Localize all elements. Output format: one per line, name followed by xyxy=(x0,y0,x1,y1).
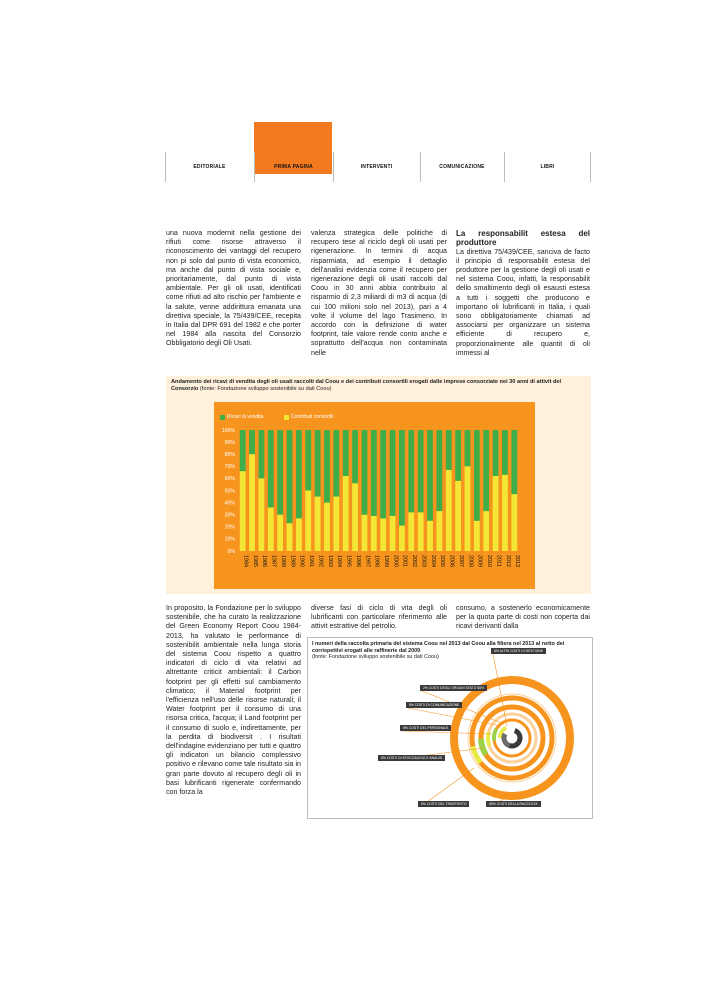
bar-contributi xyxy=(296,518,302,551)
bar-ricavi xyxy=(315,430,321,497)
bar-ricavi xyxy=(418,430,424,512)
y-tick-label: 0% xyxy=(227,548,235,555)
bar-contributi xyxy=(474,521,480,551)
x-tick-label: 2012 xyxy=(504,555,511,567)
bar-ricavi xyxy=(446,430,452,470)
x-tick-label: 1990 xyxy=(298,555,305,567)
x-tick-label: 1993 xyxy=(326,555,333,567)
bar-contributi xyxy=(362,515,368,551)
x-tick-label: 1984 xyxy=(242,555,249,567)
x-tick-label: 2001 xyxy=(401,555,408,567)
bar-contributi xyxy=(324,503,330,551)
radial-label: 6% COSTI DEL TRASPORTO xyxy=(418,801,469,807)
bar-contributi xyxy=(502,475,508,551)
bar-contributi xyxy=(268,507,274,551)
bar-contributi xyxy=(240,471,246,551)
y-tick-label: 10% xyxy=(224,536,235,543)
bar-ricavi xyxy=(324,430,330,503)
bar-contributi xyxy=(436,511,442,551)
tab-comunicazione[interactable]: COMUNICAZIONE xyxy=(439,164,485,170)
x-tick-label: 2013 xyxy=(514,555,521,567)
bar-ricavi xyxy=(427,430,433,521)
x-tick-label: 2000 xyxy=(392,555,399,567)
article-column-6 xyxy=(456,604,590,632)
section-heading: La responsabilit estesa del produttore xyxy=(456,229,590,248)
article-column-1 xyxy=(166,229,301,349)
x-tick-label: 2007 xyxy=(457,555,464,567)
x-tick-label: 1987 xyxy=(270,555,277,567)
bar-contributi xyxy=(371,516,377,551)
bar-ricavi xyxy=(436,430,442,511)
bar-ricavi xyxy=(474,430,480,521)
tab-interventi[interactable]: INTERVENTI xyxy=(360,164,393,170)
y-tick-label: 40% xyxy=(224,500,235,507)
bar-ricavi xyxy=(511,430,517,494)
legend-label: Contributi consortili xyxy=(291,414,334,420)
x-tick-label: 1997 xyxy=(364,555,371,567)
bar-ricavi xyxy=(296,430,302,518)
x-tick-label: 1988 xyxy=(279,555,286,567)
bar-contributi xyxy=(352,483,358,551)
bar-ricavi xyxy=(343,430,349,476)
radial-label: 8% COSTI DI STOCCAGGIO E ANALISI xyxy=(378,755,445,761)
x-tick-label: 1999 xyxy=(382,555,389,567)
bar-contributi xyxy=(455,481,461,551)
article-column-4 xyxy=(166,604,301,797)
bar-contributi xyxy=(249,454,255,551)
x-tick-label: 1989 xyxy=(289,555,296,567)
x-tick-label: 1998 xyxy=(373,555,380,567)
bar-chart-plot xyxy=(214,402,535,589)
nav-divider xyxy=(590,152,591,182)
bar-contributi xyxy=(399,526,405,551)
paragraph: La direttiva 75/439/CEE, sanciva de facto il principio di responsabilit estesa del produttore per la gestione degli oli usati e nel sistema Coou, infatti, la responsabilit dello smaltimento degli oli esausti estesa a tutti i soggetti che producono e importano oli lubrificanti in Italia, i quali sono obbligatoriamente chiamati ad associarsi per organizzare un sistema efficiente di recupero e, proporzionalmente alle quantit di oli immessi al xyxy=(456,247,590,357)
x-tick-label: 1985 xyxy=(251,555,258,567)
x-tick-label: 2010 xyxy=(486,555,493,567)
bar-ricavi xyxy=(371,430,377,516)
x-tick-label: 1986 xyxy=(261,555,268,567)
bar-contributi xyxy=(427,521,433,551)
bar-contributi xyxy=(305,491,311,552)
x-tick-label: 2011 xyxy=(495,555,502,567)
bar-ricavi xyxy=(240,430,246,471)
leader-line xyxy=(493,654,507,726)
bar-ricavi xyxy=(305,430,311,491)
bar-ricavi xyxy=(287,430,293,523)
x-tick-label: 1994 xyxy=(336,555,343,567)
x-tick-label: 1992 xyxy=(317,555,324,567)
ring-stoccaggio xyxy=(481,707,543,769)
radial-label: 6% ALTRI COSTI DI GESTIONE xyxy=(491,648,546,654)
x-tick-label: 2003 xyxy=(420,555,427,567)
bar-ricavi xyxy=(277,430,283,515)
bar-ricavi xyxy=(502,430,508,475)
article-column-3 xyxy=(456,229,590,358)
bar-ricavi xyxy=(249,430,255,454)
radial-title-main: I numeri della raccolta primaria del sistema Coou nel 2013 dal Coou alla filiera nel 2013 al netto dei corrispettivi erogati alle raffinerie dal 2009 xyxy=(312,641,565,654)
bar-ricavi xyxy=(390,430,396,516)
x-tick-label: 2005 xyxy=(439,555,446,567)
bar-contributi xyxy=(259,478,265,551)
bar-ricavi xyxy=(399,430,405,526)
bar-contributi xyxy=(315,497,321,551)
legend-label: Ricavi di vendita xyxy=(227,414,264,420)
bar-contributi xyxy=(380,518,386,551)
radial-chart-source: (fonte: Fondazione sviluppo sostenibile su dati Coou) xyxy=(312,654,439,661)
bar-ricavi xyxy=(493,430,499,476)
core-organi xyxy=(504,734,509,746)
paragraph: In proposito, la Fondazione per lo sviluppo sostenibile, che ha curato la realizzazione del Green Economy Report Coou 1984-2013, ha valutato le performance di sostenibilit ambientale nella lunga storia del sistema Coou rispetto a quattro indicatori di ciclo di vita relativi ad altrettante criticit ambientali: il Carbon footprint per gli effetti sul cambiamento climatico; il Material footprint per l'efficienza nell'uso delle risorse naturali; il Water footprint per il consumo di una risorsa critica, l'acqua; il Land footprint per il consumo di suolo e, indirettamente, per la perdita di biodiversit . I risultati dell'indagine evidenziano per tutti e quattro gli indicatori un bilancio complessivo positivo e rilevano come tale risultato sia in gran parte dovuto al recupero degli oli in basi lubrificanti rigenerate confermando con forza la xyxy=(166,604,301,797)
bar-ricavi xyxy=(333,430,339,497)
wedge-accent xyxy=(481,739,486,754)
bar-contributi xyxy=(390,516,396,551)
y-tick-label: 30% xyxy=(224,512,235,519)
y-tick-label: 90% xyxy=(224,439,235,446)
article-column-2 xyxy=(311,229,447,358)
bar-ricavi xyxy=(455,430,461,481)
bar-contributi xyxy=(465,466,471,551)
bar-chart-box xyxy=(166,376,591,594)
y-tick-label: 80% xyxy=(224,452,235,458)
paragraph: consumo, a sostenerlo economicamente per la quota parte di costi non coperta dai ricavi derivanti dalla xyxy=(456,604,590,631)
article-column-5 xyxy=(311,604,447,632)
bar-ricavi xyxy=(259,430,265,478)
bar-ricavi xyxy=(362,430,368,515)
paragraph: diverse fasi di ciclo di vita degli oli lubrificanti con particolare riferimento alle attivit estrattive del petrolio. xyxy=(311,604,447,631)
bar-contributi xyxy=(446,470,452,551)
x-tick-label: 2006 xyxy=(448,555,455,567)
core-altri-costi xyxy=(509,730,520,746)
x-tick-label: 2002 xyxy=(411,555,418,567)
tab-prima-pagina[interactable]: PRIMA PAGINA xyxy=(274,164,313,170)
chart-title-main: Andamento dei ricavi di vendita degli oli usati raccolti dal Coou e dei contributi consortili erogati dalle imprese consorziate nei 30 anni di attivit del Consorzio xyxy=(171,379,562,393)
y-tick-label: 70% xyxy=(224,464,235,471)
paragraph: una nuova modernit nella gestione dei rifiuti come risorse attraverso il riconoscimento dei vantaggi del recupero non pi solo dal punto di vista economico, ma anche dal punto di vista sociale e, prioritariamente, dal punto di vista ambientale. Per gli oli usati, identificati come rifiuti ad alto rischio per l'ambiente e la salute, venne addirittura emanata una direttiva speciale, la 75/439/CEE, recepita in Italia dal DPR 691 del 1982 e che porter nel 1984 alla nascita del Consorzio Obbligatorio degli Oli Usati. xyxy=(166,229,301,348)
radial-label: 65% COSTI DELLA RACCOLTA xyxy=(486,801,541,807)
x-tick-label: 1995 xyxy=(345,555,352,567)
bar-ricavi xyxy=(352,430,358,483)
bar-ricavi xyxy=(483,430,489,511)
bar-contributi xyxy=(493,476,499,551)
chart-panel xyxy=(214,402,535,589)
bar-contributi xyxy=(418,512,424,551)
x-tick-label: 1991 xyxy=(308,555,315,567)
bar-ricavi xyxy=(268,430,274,507)
x-tick-label: 2009 xyxy=(476,555,483,567)
radial-label: 5% COSTI DEL PERSONALE xyxy=(400,725,451,731)
bar-contributi xyxy=(277,515,283,551)
paragraph: valenza strategica delle politiche di recupero tese al riciclo degli oli usati per rigenerazione. In termini di acqua risparmiata, ad esempio il dettaglio dell'analisi evidenzia come il recupero per rigenerazione degli oli usati raccolti dal Coou in 30 anni abbia contribuito al risparmio di 2,3 miliardi di m3 di acqua (di cui 100 milioni solo nel 2013), pari a 4 volte il volume del lago Trasimeno. In accordo con la definizione di water footprint, tale valore rende conto anche e soprattutto dell'acqua non contaminata nelle xyxy=(311,229,447,357)
chart-title xyxy=(171,379,581,393)
bar-contributi xyxy=(287,523,293,551)
x-tick-label: 2004 xyxy=(429,555,436,567)
y-tick-label: 60% xyxy=(224,476,235,483)
y-tick-label: 50% xyxy=(224,488,235,495)
chart-source: (fonte: Fondazione sviluppo sostenibile su dati Coou) xyxy=(199,386,332,393)
leader-line xyxy=(402,731,491,734)
bar-contributi xyxy=(408,512,414,551)
radial-label: 2% COSTI DEGLI ORGANI STATUTARI xyxy=(420,685,487,691)
bar-contributi xyxy=(483,511,489,551)
y-tick-label: 20% xyxy=(224,524,235,531)
tab-editoriale[interactable]: EDITORIALE xyxy=(193,164,226,170)
bar-contributi xyxy=(511,494,517,551)
x-tick-label: 1996 xyxy=(354,555,361,567)
bar-contributi xyxy=(343,476,349,551)
radial-chart-box xyxy=(307,637,593,819)
y-tick-label: 100% xyxy=(221,427,235,434)
bar-ricavi xyxy=(465,430,471,466)
ring-trasporto xyxy=(472,698,552,778)
wedge-accent xyxy=(494,729,496,741)
bar-ricavi xyxy=(408,430,414,512)
bar-contributi xyxy=(333,497,339,551)
top-navigation xyxy=(165,152,591,182)
bar-ricavi xyxy=(380,430,386,518)
tab-libri[interactable]: LIBRI xyxy=(540,164,555,170)
radial-label: 5% COSTI DI COMUNICAZIONE xyxy=(406,702,462,708)
x-tick-label: 2008 xyxy=(467,555,474,567)
